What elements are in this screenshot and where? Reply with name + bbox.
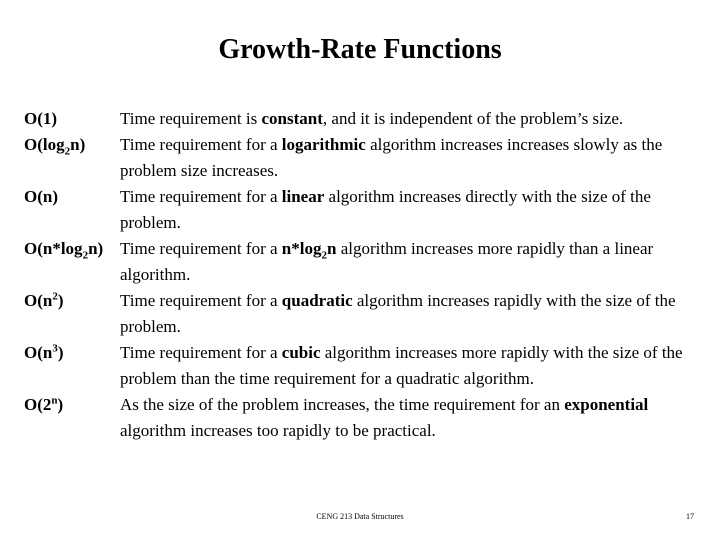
entry-label: $O(n^2)$ (24, 290, 64, 310)
entry-label: $O(\log_2n)$ (24, 135, 86, 158)
entry-description: Time requirement for a $n*\log_2n$ algorithm increases more rapidly than a linear algorithm. (120, 239, 654, 284)
slide-footer: CENG 213 Data Structures (316, 512, 404, 521)
entry-onlogn (24, 236, 704, 288)
entry-label: O(n) (24, 187, 58, 206)
entry-label: $O(n^3)$ (24, 342, 64, 362)
entry-label: O(1) (24, 109, 58, 128)
entry-description: Time requirement for a quadratic algorithm increases rapidly with the size of the problem. (120, 291, 676, 336)
entry-description: Time requirement for a linear algorithm increases directly with the size of the problem. (120, 187, 651, 232)
entry-on2 (24, 288, 704, 340)
entry-on (24, 184, 704, 236)
entry-description: As the size of the problem increases, the time requirement for an exponential algorithm increases too rapidly to be practical. (120, 395, 649, 440)
entry-ologn (24, 132, 704, 184)
entry-description: Time requirement for a logarithmic algorithm increases increases slowly as the problem size increases. (120, 135, 663, 180)
page-number: 17 (686, 512, 694, 521)
entry-o1 (24, 106, 704, 132)
entry-o2n (24, 392, 704, 444)
entry-on3 (24, 340, 704, 392)
growth-rate-list (24, 106, 704, 444)
entry-description: Time requirement for a cubic algorithm increases more rapidly with the size of the problem than the time requirement for a quadratic algorithm. (120, 343, 683, 388)
entry-label: $O(n*\log_2n)$ (24, 239, 104, 262)
slide-title: Growth-Rate Functions (218, 34, 502, 65)
entry-description: Time requirement is constant, and it is independent of the problem’s size. (120, 109, 624, 128)
entry-label: O(2$^n$) (24, 394, 64, 414)
